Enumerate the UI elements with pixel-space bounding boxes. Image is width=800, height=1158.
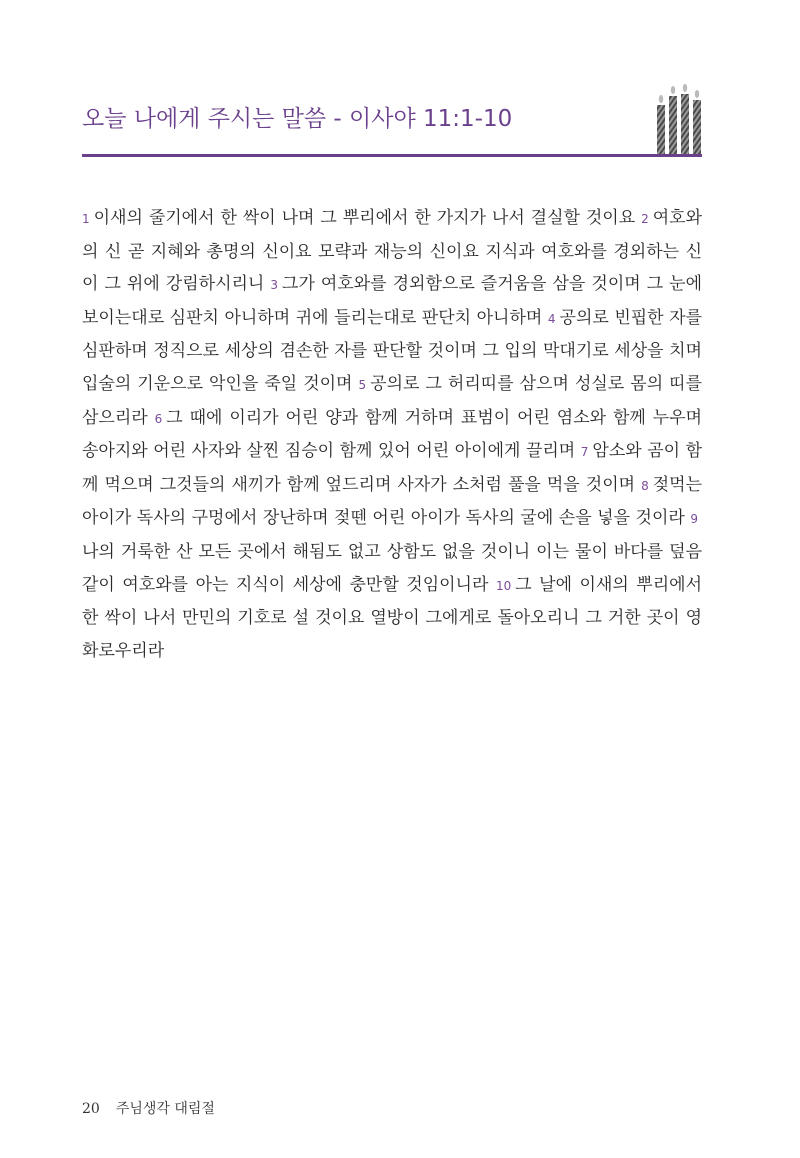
verse-number: 9 (690, 512, 699, 527)
verse-text: 그 날에 이새의 뿌리에서 한 싹이 나서 만민의 기호로 설 것이요 열방이 그에게로 돌아오리니 그 거한 곳이 영화로우리라 (82, 574, 702, 661)
verse-text: 공의로 빈핍한 자를 심판하며 정직으로 세상의 겸손한 자를 판단할 것이며 그 입의 막대기로 세상을 치며 입술의 기운으로 악인을 죽일 것이며 (82, 307, 703, 394)
verse-number: 7 (580, 445, 589, 460)
scripture-passage (82, 202, 702, 667)
verse-text: 공의로 그 허리띠를 삼으며 성실로 몸의 띠를 삼으리라 (82, 373, 702, 428)
verse-1 (82, 208, 635, 228)
verse-text: 암소와 곰이 함께 먹으며 그것들의 새끼가 함께 엎드리며 사자가 소처럼 풀을 먹을 것이며 (82, 441, 703, 495)
verse-text: 젖먹는 아이가 독사의 구멍에서 장난하며 젖뗀 어린 아이가 독사의 굴에 손을 넣을 것이라 (82, 474, 703, 529)
verse-text: 그 때에 이리가 어린 양과 함께 거하며 표범이 어린 염소와 함께 누우며 송아지와 어린 사자와 살찐 짐승이 함께 있어 어린 아이에게 끌리며 (82, 407, 702, 462)
page-footer (82, 1098, 215, 1118)
verse-text: 이새의 줄기에서 한 싹이 나며 그 뿌리에서 한 가지가 나서 결실할 것이요 (93, 208, 636, 228)
verse-number: 2 (641, 212, 649, 226)
verse-number: 10 (495, 578, 512, 593)
verse-text: 여호와의 신 곧 지혜와 총명의 신이요 모략과 재능의 신이요 지식과 여호와를 경외하는 신이 그 위에 강림하시리니 (82, 208, 702, 295)
verse-number: 4 (547, 311, 556, 326)
verse-number: 8 (641, 478, 649, 493)
page-number: 20 (82, 1101, 100, 1117)
verse-text: 그가 여호와를 경외함으로 즐거움을 삼을 것이며 그 눈에 보이는대로 심판치 아니하며 귀에 들리는대로 판단치 아니하며 (82, 274, 702, 328)
verse-number: 6 (154, 411, 163, 426)
verse-text: 나의 거룩한 산 모든 곳에서 해됨도 없고 상함도 없을 것이니 이는 물이 바다를 덮음 같이 여호와를 아는 지식이 세상에 충만할 것임이니라 (82, 541, 702, 595)
advent-candles-icon (654, 84, 704, 156)
book-title: 주님생각 대림절 (115, 1101, 215, 1117)
header-divider (82, 154, 702, 157)
page-header (82, 84, 702, 156)
verse-number: 3 (270, 278, 279, 293)
page-title: 오늘 나에게 주시는 말씀 - 이사야 11:1-10 (82, 106, 513, 132)
verse-number: 5 (358, 377, 367, 392)
verse-number: 1 (82, 212, 90, 226)
